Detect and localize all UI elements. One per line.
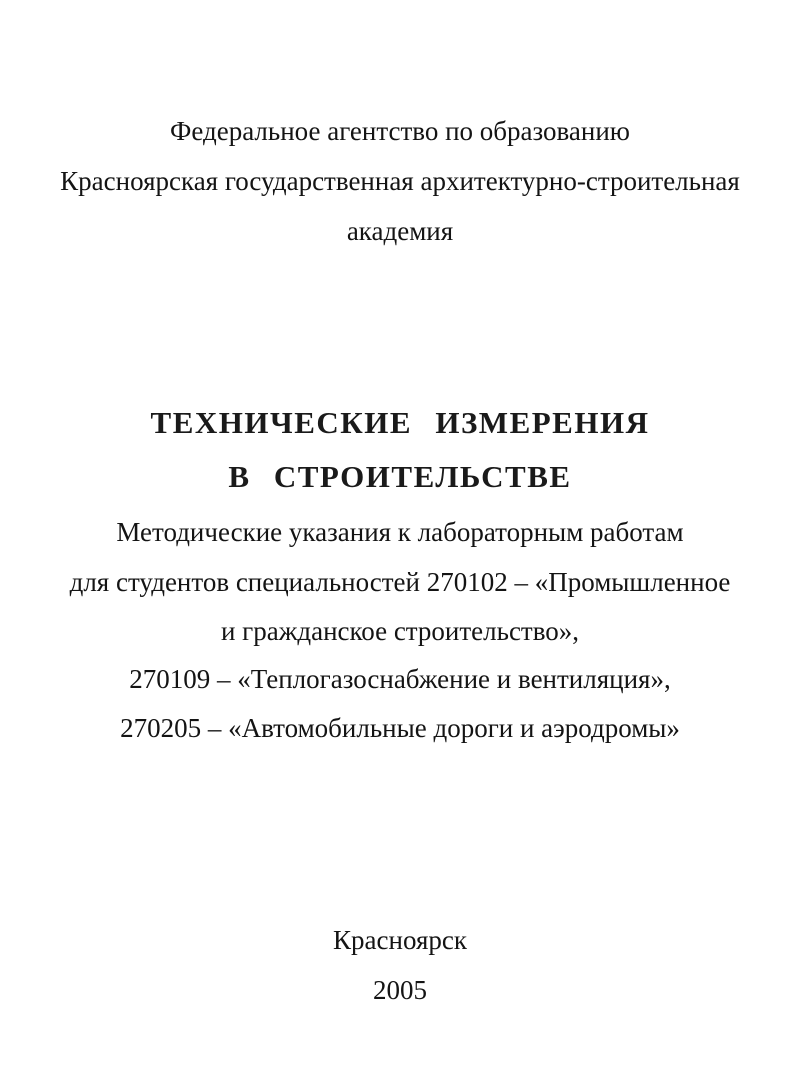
document-title-line-2: В СТРОИТЕЛЬСТВЕ [228, 459, 572, 494]
subtitle-line-5: 270205 – «Автомобильные дороги и аэродромы» [120, 713, 680, 743]
academy-line-2: академия [346, 216, 454, 246]
agency-line: Федеральное агентство по образованию [170, 116, 630, 146]
subtitle-line-3: и гражданское строительство», [220, 616, 580, 646]
city: Красноярск [333, 925, 467, 955]
subtitle-line-1: Методические указания к лабораторным работам [116, 517, 684, 547]
year: 2005 [373, 975, 427, 1005]
document-title-line-1: ТЕХНИЧЕСКИЕ ИЗМЕРЕНИЯ [150, 405, 650, 440]
academy-line-1: Красноярская государственная архитектурно-строительная [60, 166, 740, 196]
subtitle-line-2: для студентов специальностей 270102 – «Промышленное [69, 567, 731, 597]
subtitle-line-4: 270109 – «Теплогазоснабжение и вентиляция», [129, 664, 671, 694]
